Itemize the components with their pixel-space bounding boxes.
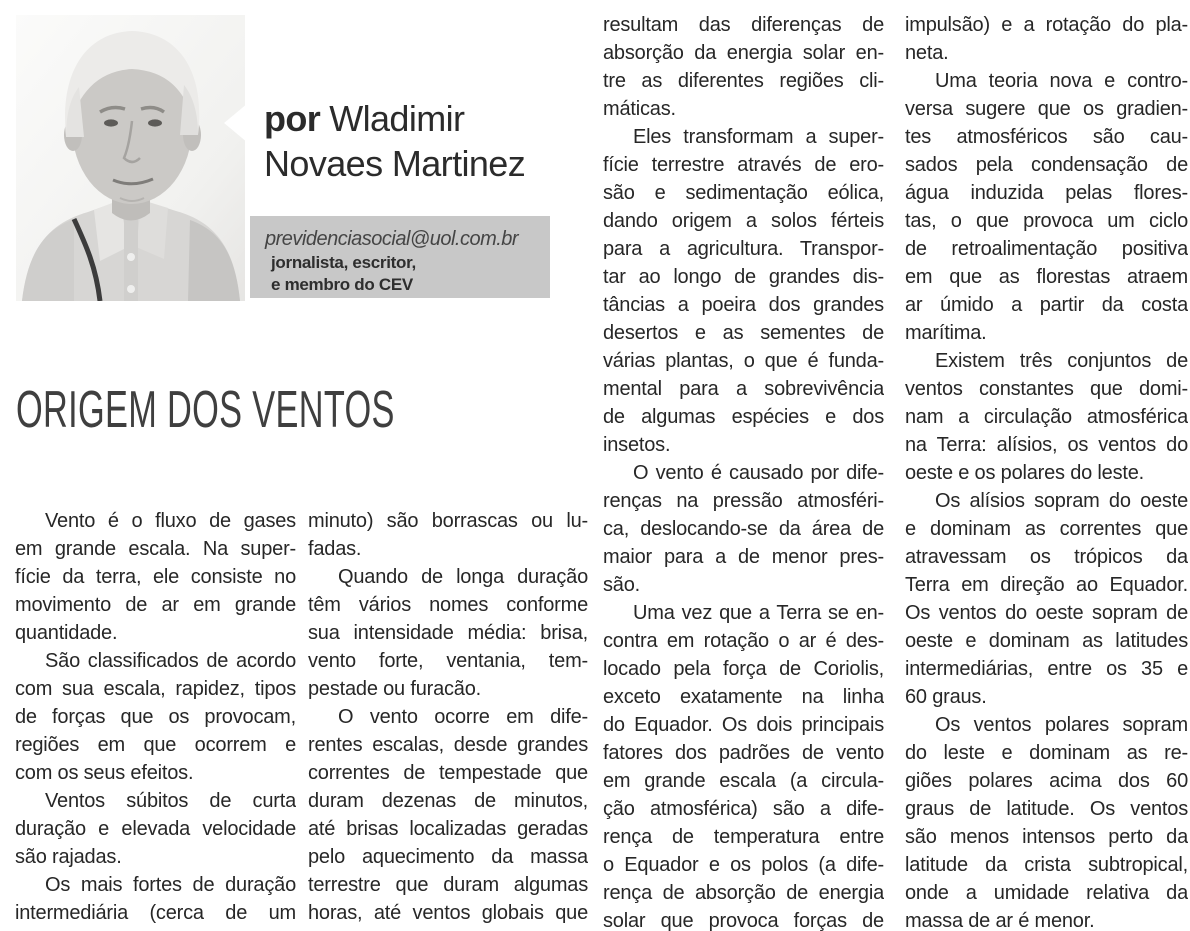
text-line: quantidade.	[15, 622, 118, 644]
text-line: rença de temperatura entre	[603, 826, 884, 848]
text-line: O vento ocorre em dife-	[338, 706, 588, 728]
text-line: o Equador e os polos (a dife-	[603, 854, 884, 876]
text-line: onde a umidade relativa da	[905, 882, 1188, 904]
text-line: Terra em direção ao Equador.	[905, 574, 1188, 596]
text-line: pelo aquecimento da massa	[308, 846, 588, 868]
text-line: Os alísios sopram do oeste	[935, 490, 1188, 512]
text-line: oeste e dominam as latitudes	[905, 630, 1188, 652]
author-role-line-2: e membro do CEV	[271, 275, 413, 294]
text-line: absorção da energia solar en-	[603, 42, 884, 64]
text-line: impulsão) e a rotação do pla-	[905, 14, 1188, 36]
text-line: Os ventos do oeste sopram de	[905, 602, 1188, 624]
text-line: tâncias a poeira dos grandes	[603, 294, 884, 316]
byline-prefix: por	[264, 98, 321, 139]
text-line: intermediárias, entre os 35 e	[905, 658, 1188, 680]
text-line: Eles transformam a super-	[633, 126, 884, 148]
text-line: Quando de longa duração	[338, 566, 588, 588]
text-line: em grande escala. Na super-	[15, 538, 296, 560]
text-line: fadas.	[308, 538, 362, 560]
text-column-1	[15, 507, 296, 927]
text-line: maior para a de menor pres-	[603, 546, 884, 568]
text-line: até brisas localizadas geradas	[308, 818, 588, 840]
text-line: horas, até ventos globais que	[308, 902, 588, 924]
text-line: água induzida pelas flores-	[905, 182, 1188, 204]
text-line: Uma vez que a Terra se en-	[633, 602, 884, 624]
text-line: tre as diferentes regiões cli-	[603, 70, 884, 92]
text-line: têm vários nomes conforme	[308, 594, 588, 616]
text-line: em grande escala (a circula-	[603, 770, 884, 792]
text-line: e dominam as correntes que	[905, 518, 1188, 540]
text-line: tar ao longo de grandes dis-	[603, 266, 884, 288]
text-line: marítima.	[905, 322, 987, 344]
text-line: rença de absorção de energia	[603, 882, 884, 904]
text-line: Os mais fortes de duração	[45, 874, 296, 896]
text-column-3	[603, 11, 884, 931]
text-line: Existem três conjuntos de	[935, 350, 1188, 372]
text-line: São classificados de acordo	[45, 650, 296, 672]
text-line: para a agricultura. Transpor-	[603, 238, 884, 260]
author-email: previdenciasocial@uol.com.br	[265, 228, 519, 250]
text-line: sua intensidade média: brisa,	[308, 622, 588, 644]
text-line: resultam das diferenças de	[603, 14, 884, 36]
text-line: terrestre que duram algumas	[308, 874, 588, 896]
text-line: Uma teoria nova e contro-	[935, 70, 1188, 92]
text-line: rentes escalas, desde grandes	[308, 734, 588, 756]
text-line: do leste e dominam as re-	[905, 742, 1188, 764]
author-info-box	[250, 216, 550, 298]
text-line: Ventos súbitos de curta	[45, 790, 296, 812]
text-line: nam a circulação atmosférica	[905, 406, 1188, 428]
text-line: na Terra: alísios, os ventos do	[905, 434, 1188, 456]
text-column-2	[308, 507, 588, 927]
byline-pointer-icon	[224, 103, 248, 143]
text-line: insetos.	[603, 434, 671, 456]
text-line: de retroalimentação positiva	[905, 238, 1188, 260]
text-line: ção atmosférica) são a dife-	[603, 798, 884, 820]
text-line: mental para a sobrevivência	[603, 378, 884, 400]
text-line: são rajadas.	[15, 846, 122, 868]
text-line: de algumas espécies e dos	[603, 406, 884, 428]
text-line: latitude da crista subtropical,	[905, 854, 1188, 876]
text-line: são menos intensos perto da	[905, 826, 1188, 848]
text-line: regiões em que ocorrem e	[15, 734, 296, 756]
text-line: tas, o que provoca um ciclo	[905, 210, 1188, 232]
text-line: dando origem a solos férteis	[603, 210, 884, 232]
text-line: intermediária (cerca de um	[15, 902, 296, 924]
text-line: correntes de tempestade que	[308, 762, 588, 784]
portrait-illustration	[16, 15, 245, 301]
text-line: oeste e os polares do leste.	[905, 462, 1144, 484]
byline-first-name: Wladimir	[329, 98, 465, 139]
text-line: desertos e as sementes de	[603, 322, 884, 344]
text-line: contra em rotação o ar é des-	[603, 630, 884, 652]
text-line: neta.	[905, 42, 949, 64]
text-line: solar que provoca forças de	[603, 910, 884, 931]
byline-line-2: Novaes Martinez	[264, 143, 526, 184]
text-line: tes atmosféricos são cau-	[905, 126, 1188, 148]
text-line: com sua escala, rapidez, tipos	[15, 678, 296, 700]
text-line: fície da terra, ele consiste no	[15, 566, 296, 588]
text-line: versa sugere que os gradien-	[905, 98, 1188, 120]
text-line: fície terrestre através de ero-	[603, 154, 884, 176]
text-line: pestade ou furacão.	[308, 678, 481, 700]
text-line: fatores dos padrões de vento	[603, 742, 884, 764]
text-line: sados pela condensação de	[905, 154, 1188, 176]
author-role-line-1: jornalista, escritor,	[271, 253, 416, 272]
text-line: ar úmido a partir da costa	[905, 294, 1188, 316]
text-line: Vento é o fluxo de gases	[45, 510, 296, 532]
byline	[264, 96, 525, 186]
text-line: atravessam os trópicos da	[905, 546, 1188, 568]
text-line: várias plantas, o que é funda-	[603, 350, 884, 372]
text-line: são e sedimentação eólica,	[603, 182, 884, 204]
text-line: renças na pressão atmosféri-	[603, 490, 884, 512]
text-line: massa de ar é menor.	[905, 910, 1095, 931]
text-line: minuto) são borrascas ou lu-	[308, 510, 588, 532]
text-line: exceto exatamente na linha	[603, 686, 884, 708]
article-title: ORIGEM DOS VENTOS	[16, 381, 395, 439]
text-line: duram dezenas de minutos,	[308, 790, 588, 812]
text-line: máticas.	[603, 98, 676, 120]
text-line: 60 graus.	[905, 686, 987, 708]
text-line: são.	[603, 574, 641, 596]
text-line: vento forte, ventania, tem-	[308, 650, 588, 672]
text-line: em que as florestas atraem	[905, 266, 1188, 288]
text-line: Os ventos polares sopram	[935, 714, 1188, 736]
text-line: movimento de ar em grande	[15, 594, 296, 616]
text-line: do Equador. Os dois principais	[603, 714, 884, 736]
text-column-4	[905, 11, 1188, 931]
text-line: de forças que os provocam,	[15, 706, 296, 728]
text-line: locado pela força de Coriolis,	[603, 658, 884, 680]
author-photo	[16, 15, 245, 301]
text-line: ventos constantes que domi-	[905, 378, 1188, 400]
text-line: ca, deslocando-se da área de	[603, 518, 884, 540]
text-line: duração e elevada velocidade	[15, 818, 296, 840]
text-line: O vento é causado por dife-	[633, 462, 884, 484]
text-line: giões polares acima dos 60	[905, 770, 1188, 792]
byline-line-1	[264, 96, 525, 141]
text-line: com os seus efeitos.	[15, 762, 194, 784]
text-line: graus de latitude. Os ventos	[905, 798, 1188, 820]
